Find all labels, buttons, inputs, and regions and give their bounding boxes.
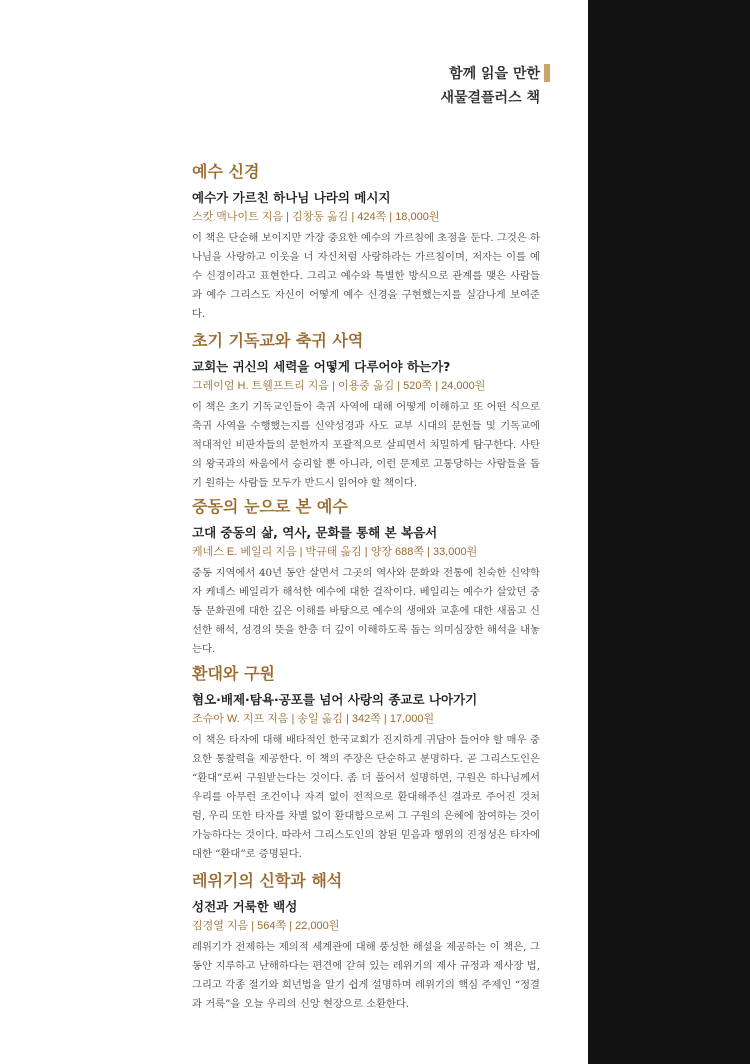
book-meta: 조슈아 W. 지프 지음 | 송일 옮김 | 342쪽 | 17,000원 bbox=[192, 713, 435, 725]
book-title: 환대와 구원 bbox=[192, 664, 275, 683]
book-title: 예수 신경 bbox=[192, 162, 260, 181]
book-subtitle: 혐오·배제·탐욕·공포를 넘어 사랑의 종교로 나아가기 bbox=[192, 692, 478, 707]
book-meta: 김경열 지음 | 564쪽 | 22,000원 bbox=[192, 920, 340, 932]
book-title: 중동의 눈으로 본 예수 bbox=[192, 497, 348, 516]
book-entry-3 bbox=[192, 497, 540, 659]
book-meta: 케네스 E. 베일리 지음 | 박규태 옮김 | 양장 688쪽 | 33,000원 bbox=[192, 546, 478, 558]
book-entry-1 bbox=[192, 162, 540, 324]
book-subtitle: 교회는 귀신의 세력을 어떻게 다루어야 하는가? bbox=[192, 359, 451, 374]
header-line-1: 함께 읽을 만한 bbox=[449, 66, 540, 82]
book-meta: 스캇 맥나이트 지음 | 김창동 옮김 | 424쪽 | 18,000원 bbox=[192, 211, 440, 223]
book-description: 레위기가 전제하는 제의적 세계관에 대해 풍성한 해설을 제공하는 이 책은, 그동안 지루하고 난해하다는 편견에 갇혀 있는 레위기의 제사 규정과 제사장 법, 그리고 각종 절기와 희년법을 알기 쉽게 설명하며 레위기의 핵심 주제인 “정결과 거룩”을 오늘 우리의 신앙 현장으로 소환한다. bbox=[192, 941, 540, 1010]
book-title: 레위기의 신학과 해석 bbox=[192, 871, 343, 890]
dark-side-bar bbox=[588, 0, 750, 1064]
book-entry-2 bbox=[192, 331, 540, 493]
book-description: 이 책은 단순해 보이지만 가장 중요한 예수의 가르침에 초점을 둔다. 그것은 하나님을 사랑하고 이웃을 너 자신처럼 사랑하라는 가르침이며, 저자는 이를 예수 신경이라고 표현한다. 그리고 예수와 특별한 방식으로 관계를 맺은 사람들과 예수 그리스도 자신이 어떻게 예수 신경을 구현했는지를 실감나게 보여준다. bbox=[192, 232, 540, 320]
header-line-2: 새물결플러스 책 bbox=[440, 90, 540, 106]
book-entry-4 bbox=[192, 664, 540, 864]
book-entry-5 bbox=[192, 871, 540, 1014]
page-header bbox=[380, 62, 550, 110]
book-meta: 그레이엄 H. 트웰프트리 지음 | 이용중 옮김 | 520쪽 | 24,000원 bbox=[192, 380, 486, 392]
book-description: 이 책은 타자에 대해 배타적인 한국교회가 진지하게 귀담아 들어야 할 매우 중요한 통찰력을 제공한다. 이 책의 주장은 단순하고 분명하다. 곧 그리스도인은 “환대”로써 구원받는다는 것이다. 좀 더 풀어서 설명하면, 구원은 하나님께서 우리를 아무런 조건이나 자격 없이 전적으로 환대해주신 결과로 주어진 것처럼, 우리 또한 타자를 차별 없이 환대함으로써 그 구원의 은혜에 참여하는 것이 가능하다는 것이다. 따라서 그리스도인의 참된 믿음과 행위의 진정성은 타자에 대한 “환대”로 증명된다. bbox=[192, 734, 540, 860]
book-description: 이 책은 초기 기독교인들이 축귀 사역에 대해 어떻게 이해하고 또 어떤 식으로 축귀 사역을 수행했는지를 신약성경과 사도 교부 시대의 문헌들 및 기독교에 적대적인 비판자들의 문헌까지 포괄적으로 살피면서 치밀하게 탐구한다. 사탄의 왕국과의 싸움에서 승리할 뿐 아니라, 이런 문제로 고통당하는 사람들을 돕기 원하는 사람들 모두가 반드시 읽어야 할 책이다. bbox=[192, 401, 540, 489]
book-subtitle: 고대 중동의 삶, 역사, 문화를 통해 본 복음서 bbox=[192, 525, 438, 540]
book-title: 초기 기독교와 축귀 사역 bbox=[192, 331, 364, 350]
header-accent-bar bbox=[544, 64, 550, 82]
book-subtitle: 성전과 거룩한 백성 bbox=[192, 899, 298, 914]
book-description: 중동 지역에서 40년 동안 살면서 그곳의 역사와 문화와 전통에 친숙한 신약학자 케네스 베일리가 해석한 예수에 대한 걸작이다. 베일리는 예수가 살았던 중동 문화권에 대한 깊은 이해를 바탕으로 예수의 생애와 교훈에 대한 새롭고 신선한 해석, 성경의 뜻을 한층 더 깊이 이해하도록 돕는 의미심장한 해석을 내놓는다. bbox=[192, 567, 540, 655]
book-subtitle: 예수가 가르친 하나님 나라의 메시지 bbox=[192, 190, 391, 205]
